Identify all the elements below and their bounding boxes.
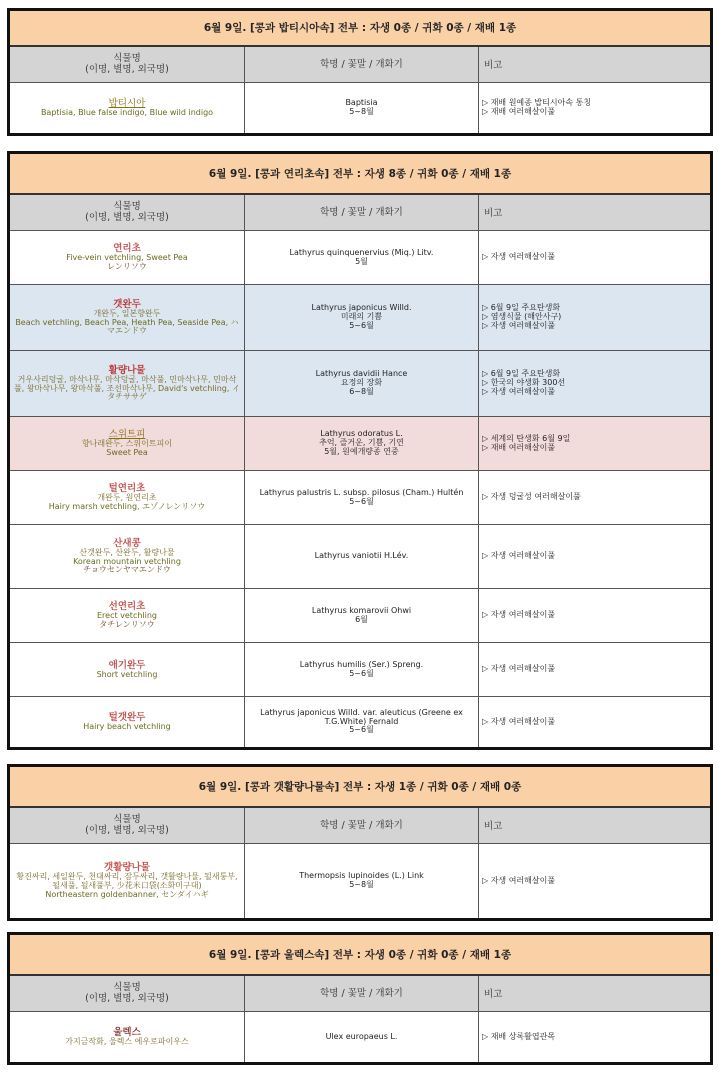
- plant-table: [7, 151, 713, 750]
- scientific-line: Ulex europaeus L.: [325, 1031, 398, 1041]
- scientific-name-cell: [245, 83, 479, 135]
- plant-name-cell: [9, 844, 245, 920]
- scientific-line: 5~8월: [349, 880, 374, 889]
- header-plant-name: [9, 807, 245, 844]
- alias-names: 산갯완두, 산완두, 활량나물: [79, 547, 175, 557]
- scientific-line: 6월: [355, 614, 368, 624]
- remark-line: ▷ 염생식물 (해안사구): [482, 312, 562, 322]
- table-title: 6월 9일. [콩과 연리초속] 전부 : 자생 8종 / 귀화 0종 / 재배 1종: [9, 153, 712, 194]
- table-row: [9, 83, 712, 135]
- table-row: [9, 285, 712, 351]
- header-scientific-name: 학명 / 꽃말 / 개화기: [245, 46, 479, 83]
- korean-name: 활량나물: [108, 364, 146, 376]
- header-scientific-name: 학명 / 꽃말 / 개화기: [245, 194, 479, 231]
- remark-line: ▷ 한국의 야생화 300선: [482, 378, 566, 388]
- plant-table: [7, 764, 713, 921]
- table-row: [9, 844, 712, 920]
- plant-table: [7, 8, 713, 136]
- korean-name: 갯완두: [113, 298, 141, 310]
- scientific-name-cell: [245, 417, 479, 471]
- remarks-cell: [479, 83, 712, 135]
- remarks-cell: [479, 231, 712, 285]
- alias-names: 가지금작화, 울렉스 에우로파이우스: [65, 1037, 189, 1047]
- table-title: 6월 9일. [콩과 갯활량나물속] 전부 : 자생 1종 / 귀화 0종 / 재배 0종: [9, 766, 712, 807]
- scientific-line: 5~6월: [349, 725, 374, 735]
- plant-name-cell: [9, 231, 245, 285]
- scientific-line: Lathyrus japonicus Willd.: [311, 303, 412, 313]
- scientific-name-cell: [245, 643, 479, 697]
- english-name: Beach vetchling, Beach Pea, Heath Pea, Seaside Pea, ハマエンドウ: [15, 317, 239, 336]
- table-row: [9, 231, 712, 285]
- scientific-line: 6~8월: [349, 386, 374, 396]
- scientific-line: 미래의 기쁨: [340, 312, 383, 322]
- scientific-name-cell: [245, 589, 479, 643]
- scientific-line: 5~6월: [349, 496, 374, 506]
- plant-name-cell: [9, 285, 245, 351]
- scientific-name-cell: [245, 231, 479, 285]
- korean-name[interactable]: 밥티시아: [108, 98, 146, 110]
- header-plant-name: [9, 194, 245, 231]
- remarks-cell: [479, 471, 712, 525]
- remark-line: ▷ 재배 상록활엽관목: [482, 1031, 556, 1041]
- japanese-name: チョウセンヤマエンドウ: [83, 565, 171, 575]
- header-scientific-name: 학명 / 꽃말 / 개화기: [245, 975, 479, 1012]
- remark-line: ▷ 자생 여러해살이풀: [482, 875, 556, 885]
- alias-names: 향나래완두, 스위이트피이: [81, 439, 173, 449]
- header-scientific-name: 학명 / 꽃말 / 개화기: [245, 807, 479, 844]
- scientific-line: Lathyrus vaniotii H.Lév.: [314, 551, 409, 561]
- scientific-line: Lathyrus odoratus L.: [320, 429, 403, 439]
- scientific-line: 요정의 장화: [340, 378, 383, 388]
- scientific-line: Lathyrus komarovii Ohwi: [311, 605, 412, 615]
- table-row: [9, 417, 712, 471]
- remarks-cell: [479, 285, 712, 351]
- table-header-row: [9, 194, 712, 231]
- remark-line: ▷ 6월 9일 주요탄생화: [482, 303, 561, 313]
- alias-names: 거우사리덩굴, 마삭나무, 마삭덩굴, 마삭풀, 민마삭나무, 민마삭풀, 왕마삭나무, 왕마삭풀, 조선마삭나무, David's vetchling, イタチササゲ: [14, 374, 240, 402]
- scientific-line: Lathyrus quinquenervius (Miq.) Litv.: [289, 247, 434, 257]
- remarks-cell: [479, 351, 712, 417]
- header-line: (이명, 별명, 외국명): [85, 212, 169, 224]
- korean-name: 산새콩: [113, 537, 141, 549]
- remark-line: ▷ 세계의 탄생화 6월 9일: [482, 433, 571, 443]
- remark-line: ▷ 재배 여러해살이풀: [482, 107, 556, 116]
- scientific-name-cell: [245, 1012, 479, 1064]
- korean-name: 울렉스: [113, 1027, 141, 1039]
- plant-name-cell: [9, 1012, 245, 1064]
- scientific-line: 5~6월: [349, 668, 374, 678]
- scientific-line: 5~6월: [349, 320, 374, 330]
- korean-name: 연리초: [113, 243, 141, 255]
- korean-name: 애기완두: [108, 659, 146, 671]
- english-name: Erect vetchling: [96, 611, 158, 621]
- remarks-cell: [479, 844, 712, 920]
- table-title-row: [9, 153, 712, 194]
- table-row: [9, 643, 712, 697]
- table-title-row: [9, 10, 712, 46]
- japanese-name: レンリソウ: [107, 262, 147, 271]
- scientific-line: Baptisia: [345, 98, 378, 108]
- plant-name-cell: [9, 589, 245, 643]
- english-name: Baptisia, Blue false indigo, Blue wild indigo: [40, 108, 214, 118]
- scientific-name-cell: [245, 525, 479, 589]
- plant-name-cell: [9, 351, 245, 417]
- korean-name: 갯활량나물: [104, 862, 150, 874]
- table-row: [9, 1012, 712, 1064]
- scientific-line: 5~8월: [349, 107, 374, 116]
- scientific-line: 5월: [355, 256, 368, 266]
- header-line: (이명, 별명, 외국명): [85, 64, 169, 76]
- header-remarks: 비고: [479, 807, 712, 844]
- header-line: (이명, 별명, 외국명): [85, 825, 169, 837]
- plant-name-cell: [9, 697, 245, 749]
- plant-name-cell: [9, 471, 245, 525]
- scientific-line: Thermopsis lupinoides (L.) Link: [299, 871, 424, 881]
- header-remarks: 비고: [479, 975, 712, 1012]
- english-name: Short vetchling: [96, 669, 158, 679]
- scientific-line: Lathyrus humilis (Ser.) Spreng.: [299, 659, 424, 669]
- plant-table: [7, 932, 713, 1065]
- korean-name: 털연리초: [108, 483, 146, 495]
- header-remarks: 비고: [479, 46, 712, 83]
- header-line: 식물명: [113, 982, 141, 994]
- korean-name[interactable]: 스위트피: [108, 429, 146, 441]
- header-plant-name: [9, 975, 245, 1012]
- english-name: Northeastern goldenbanner, センダイハギ: [45, 889, 209, 899]
- plant-name-cell: [9, 525, 245, 589]
- table-title: 6월 9일. [콩과 밥티시아속] 전부 : 자생 0종 / 귀화 0종 / 재배 1종: [9, 10, 712, 46]
- table-header-row: [9, 46, 712, 83]
- remark-line: ▷ 자생 여러해살이풀: [482, 664, 556, 674]
- remark-line: ▷ 6월 9일 주요탄생화: [482, 369, 561, 379]
- table-title-row: [9, 934, 712, 975]
- table-row: [9, 471, 712, 525]
- remark-line: ▷ 자생 여러해살이풀: [482, 320, 556, 330]
- remarks-cell: [479, 697, 712, 749]
- header-plant-name: [9, 46, 245, 83]
- table-title: 6월 9일. [콩과 울렉스속] 전부 : 자생 0종 / 귀화 0종 / 재배 1종: [9, 934, 712, 975]
- table-header-row: [9, 807, 712, 844]
- japanese-name: タチレンリソウ: [99, 620, 155, 629]
- english-name: Korean mountain vetchling: [73, 556, 181, 566]
- table-header-row: [9, 975, 712, 1012]
- english-name: Hairy beach vetchling: [83, 722, 171, 732]
- remark-line: ▷ 재배 여러해살이풀: [482, 442, 556, 452]
- scientific-line: 5월, 원예개량종 연중: [324, 446, 399, 456]
- plant-name-cell: [9, 83, 245, 135]
- scientific-name-cell: [245, 697, 479, 749]
- scientific-name-cell: [245, 351, 479, 417]
- header-line: 식물명: [113, 201, 141, 213]
- remark-line: ▷ 자생 여러해살이풀: [482, 386, 556, 396]
- scientific-name-cell: [245, 471, 479, 525]
- remark-line: ▷ 자생 여러해살이풀: [482, 551, 556, 561]
- scientific-line: Lathyrus davidii Hance: [315, 369, 408, 379]
- table-title-row: [9, 766, 712, 807]
- remarks-cell: [479, 1012, 712, 1064]
- header-line: 식물명: [113, 53, 141, 65]
- remark-line: ▷ 자생 여러해살이풀: [482, 610, 556, 620]
- plant-name-cell: [9, 417, 245, 471]
- remark-line: ▷ 자생 여러해살이풀: [482, 716, 556, 726]
- korean-name: 선연리초: [108, 601, 146, 613]
- plant-name-cell: [9, 643, 245, 697]
- korean-name: 털갯완두: [108, 712, 146, 724]
- english-name: Sweet Pea: [106, 448, 148, 457]
- remarks-cell: [479, 643, 712, 697]
- remarks-cell: [479, 589, 712, 643]
- header-line: 식물명: [113, 814, 141, 826]
- scientific-name-cell: [245, 844, 479, 920]
- alias-names: 황진싸리, 세일완두, 천대싸리, 잠두싸리, 갯활량나물, 될새퉁부, 될새풀, 될새풀부, 少花米口袋(소화미구대): [16, 872, 238, 891]
- scientific-name-cell: [245, 285, 479, 351]
- scientific-line: Lathyrus japonicus Willd. var. aleuticus (Greene ex T.G.White) Fernald: [260, 707, 463, 726]
- remark-line: ▷ 자생 덩굴성 여러해살이풀: [482, 492, 581, 502]
- header-line: (이명, 별명, 외국명): [85, 993, 169, 1005]
- remark-line: ▷ 자생 여러해살이풀: [482, 252, 556, 262]
- table-row: [9, 351, 712, 417]
- table-row: [9, 589, 712, 643]
- english-name: Hairy marsh vetchling, エゾノレンリソウ: [48, 502, 206, 511]
- alias-names: 개완두, 원연리초: [97, 493, 157, 503]
- scientific-line: Lathyrus palustris L. subsp. pilosus (Cham.) Hultén: [259, 487, 464, 497]
- table-row: [9, 697, 712, 749]
- remark-line: ▷ 재배 원예종 밥티시아속 통칭: [482, 98, 592, 108]
- remarks-cell: [479, 417, 712, 471]
- scientific-line: 추억, 즐거운, 기쁨, 기연: [319, 438, 404, 448]
- english-name: Five-vein vetchling, Sweet Pea: [66, 253, 188, 263]
- alias-names: 개완두, 일본향완두: [93, 308, 161, 318]
- remarks-cell: [479, 525, 712, 589]
- table-row: [9, 525, 712, 589]
- header-remarks: 비고: [479, 194, 712, 231]
